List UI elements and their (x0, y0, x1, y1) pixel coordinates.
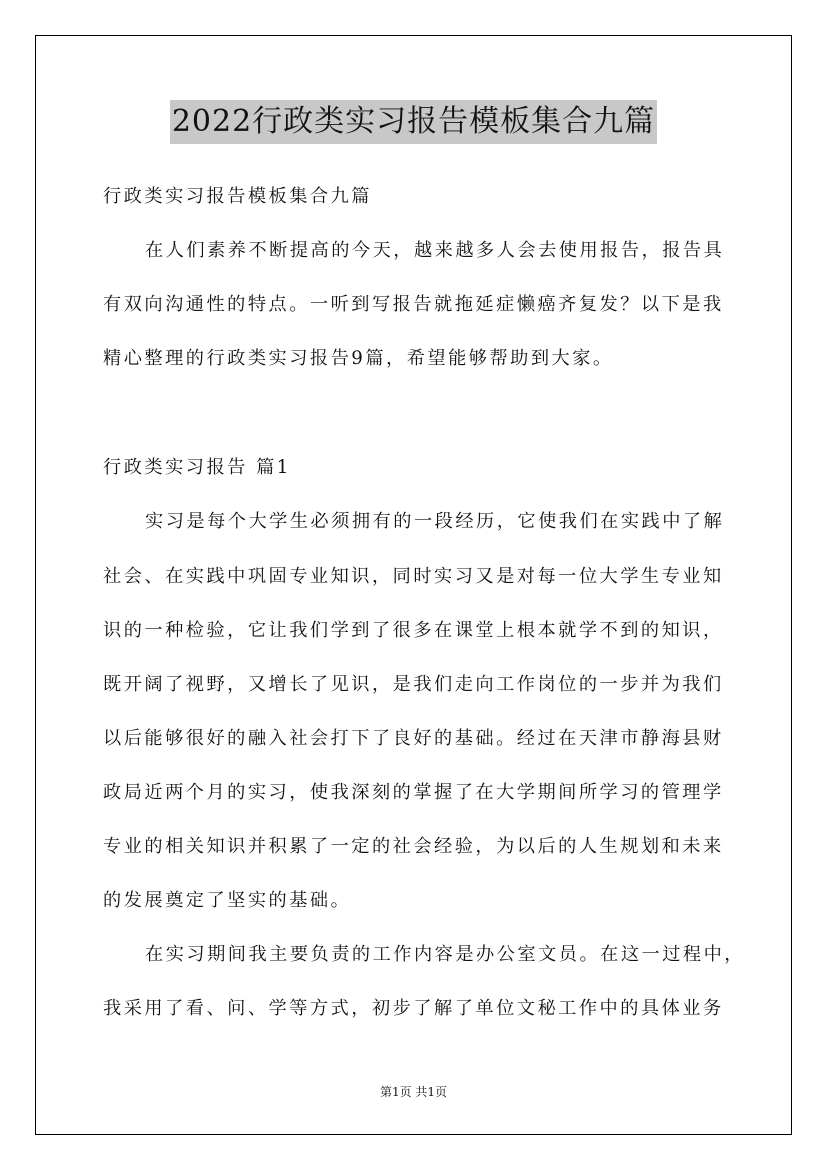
paragraph-line: 以后能够很好的融入社会打下了良好的基础。经过在天津市静海县财 (103, 728, 724, 749)
paragraph-line: 既开阔了视野，又增长了见识，是我们走向工作岗位的一步并为我们 (103, 674, 724, 695)
paragraph-line: 在实习期间我主要负责的工作内容是办公室文员。在这一过程中， (145, 944, 745, 965)
paragraph-line: 在人们素养不断提高的今天，越来越多人会去使用报告，报告具 (145, 240, 725, 261)
paragraph-line: 实习是每个大学生必须拥有的一段经历，它使我们在实践中了解 (145, 511, 725, 532)
paragraph-line: 识的一种检验，它让我们学到了很多在课堂上根本就学不到的知识， (103, 620, 724, 641)
paragraph-line: 专业的相关知识并积累了一定的社会经验，为以后的人生规划和未来 (103, 836, 724, 857)
paragraph-line: 精心整理的行政类实习报告9篇，希望能够帮助到大家。 (103, 348, 614, 369)
paragraph-line: 有双向沟通性的特点。一听到写报告就拖延症懒癌齐复发？以下是我 (103, 294, 724, 315)
document-title: 2022行政类实习报告模板集合九篇 (170, 100, 657, 144)
subtitle-line: 行政类实习报告模板集合九篇 (103, 186, 372, 207)
paragraph-line: 的发展奠定了坚实的基础。 (103, 890, 352, 911)
paragraph-line: 我采用了看、问、学等方式，初步了解了单位文秘工作中的具体业务 (103, 998, 724, 1019)
paragraph-line: 政局近两个月的实习，使我深刻的掌握了在大学期间所学习的管理学 (103, 782, 724, 803)
paragraph-line: 社会、在实践中巩固专业知识，同时实习又是对每一位大学生专业知 (103, 566, 724, 587)
section-heading: 行政类实习报告 篇1 (103, 457, 291, 478)
document-title-wrap (0, 100, 827, 144)
page-footer: 第1页 共1页 (379, 1085, 448, 1099)
